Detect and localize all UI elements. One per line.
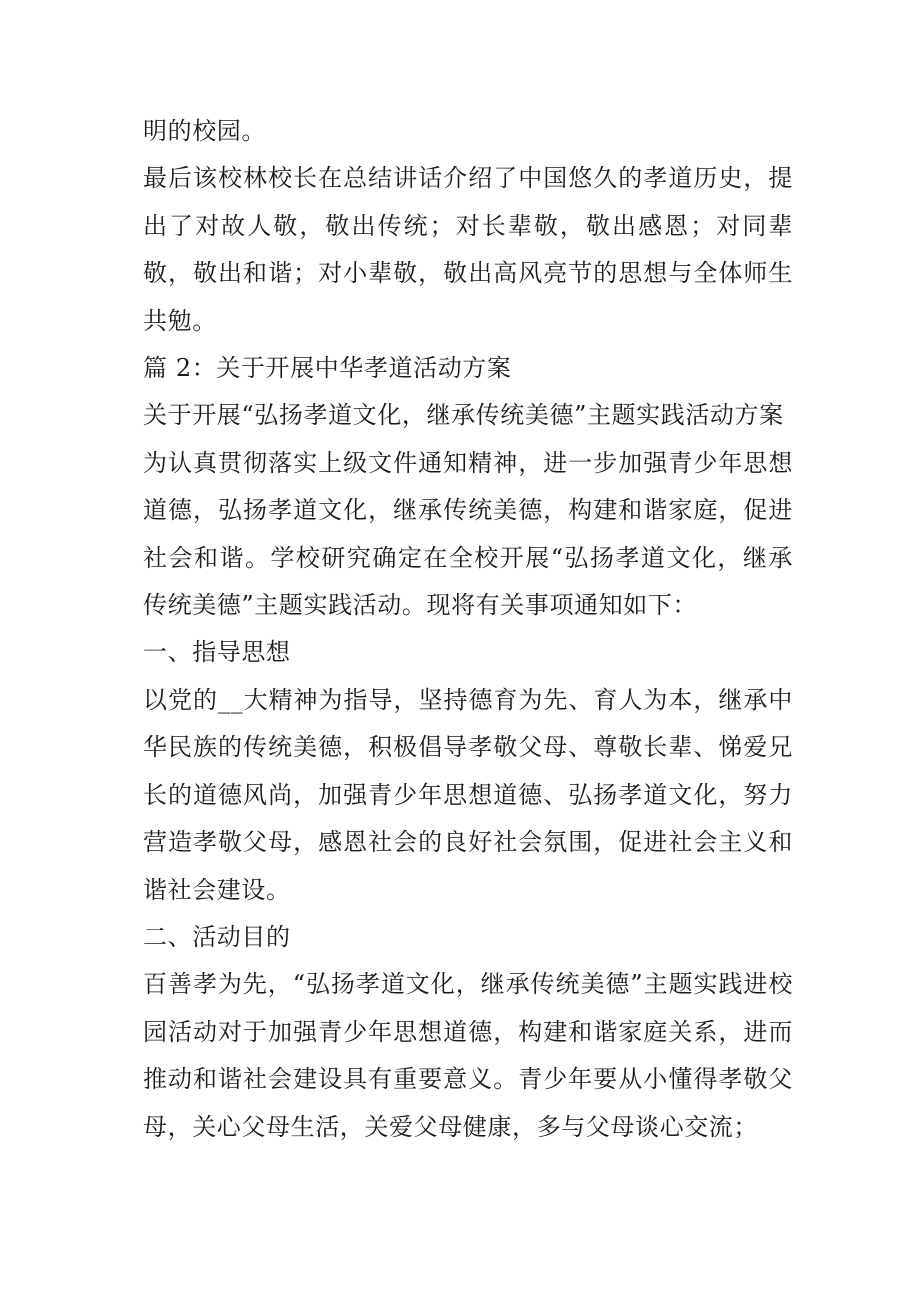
paragraph-guiding-ideology: 以党的__大精神为指导，坚持德育为先、育人为本，继承中华民族的传统美德，积极倡导孝敬父母、尊敬长辈、悌爱兄长的道德风尚，加强青少年思想道德、弘扬孝道文化，努力营造孝敬父母，感恩社会的良好社会氛围，促进社会主义和谐社会建设。 xyxy=(143,685,793,904)
paragraph-activity-purpose: 百善孝为先，“弘扬孝道文化，继承传统美德”主题实践进校园活动对于加强青少年思想道德，构建和谐家庭关系，进而推动和谐社会建设具有重要意义。青少年要从小懂得孝敬父母，关心父母生活，关爱父母健康，多与父母谈心交流； xyxy=(143,970,793,1141)
document-title: 关于开展“弘扬孝道文化，继承传统美德”主题实践活动方案 xyxy=(143,401,784,430)
document-body xyxy=(143,108,793,1151)
paragraph-continuation: 明的校园。 xyxy=(143,117,266,145)
heading-guiding-ideology: 一、指导思想 xyxy=(143,638,291,667)
section-heading-part2: 篇 2：关于开展中华孝道活动方案 xyxy=(143,354,512,383)
heading-activity-purpose: 二、活动目的 xyxy=(143,922,291,951)
paragraph-principal-speech: 最后该校林校长在总结讲话介绍了中国悠久的孝道历史，提出了对故人敬，敬出传统；对长辈敬，敬出感恩；对同辈敬，敬出和谐；对小辈敬，敬出高风亮节的思想与全体师生共勉。 xyxy=(143,164,793,335)
paragraph-intro: 为认真贯彻落实上级文件通知精神，进一步加强青少年思想道德，弘扬孝道文化，继承传统美德，构建和谐家庭，促进社会和谐。学校研究确定在全校开展“弘扬孝道文化，继承传统美德”主题实践活动。现将有关事项通知如下： xyxy=(143,448,793,620)
